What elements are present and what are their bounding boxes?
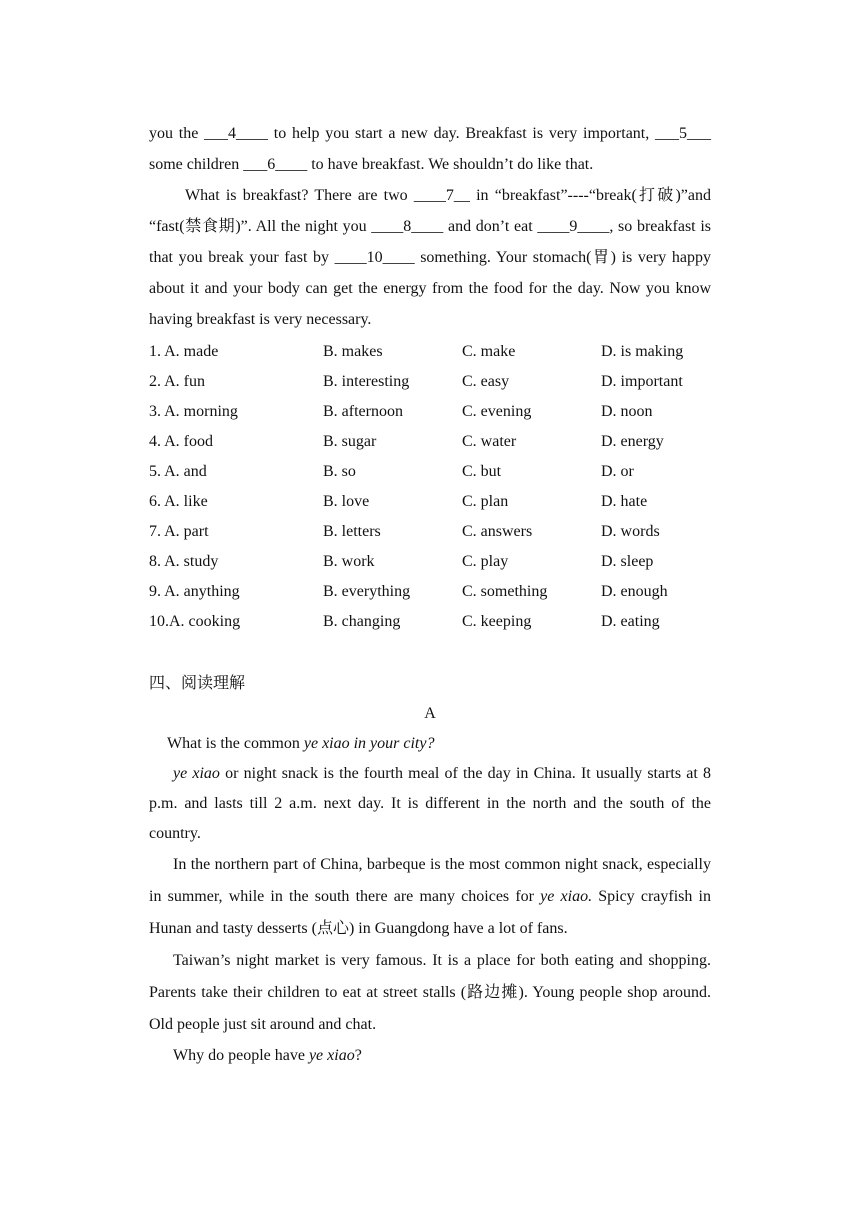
option-row [149, 577, 711, 607]
option-c: C. something [462, 583, 548, 600]
option-row [149, 487, 711, 517]
option-b: B. so [323, 463, 356, 480]
reading-paragraph-1: ye xiao or night snack is the fourth meal of the day in China. It usually starts at 8 p.m. and lasts till 2 a.m. next day. It is different in the north and the south of the country. [149, 765, 712, 842]
passage-label: A [424, 705, 436, 722]
option-d: D. eating [601, 613, 660, 630]
option-c: C. evening [462, 403, 532, 420]
option-c: C. play [462, 553, 509, 570]
option-b: B. changing [323, 613, 401, 630]
option-a: 8. A. study [149, 553, 219, 570]
option-b: B. work [323, 553, 375, 570]
option-c: C. but [462, 463, 502, 480]
option-d: D. hate [601, 493, 648, 510]
option-a: 4. A. food [149, 433, 213, 450]
option-d: D. noon [601, 403, 653, 420]
option-a: 2. A. fun [149, 373, 205, 390]
option-d: D. sleep [601, 553, 654, 570]
option-c: C. water [462, 433, 517, 450]
document-page [149, 118, 711, 1071]
option-d: D. or [601, 463, 634, 480]
reading-paragraph-3: Taiwan’s night market is very famous. It is a place for both eating and shopping. Parents take their children to eat at street stalls (路边摊). Young people shop around. Old people just sit around and chat. [149, 952, 711, 1033]
option-row [149, 427, 711, 457]
option-b: B. interesting [323, 373, 410, 390]
option-a: 1. A. made [149, 343, 219, 360]
option-a: 10.A. cooking [149, 613, 241, 630]
option-b: B. afternoon [323, 403, 403, 420]
option-d: D. enough [601, 583, 668, 600]
option-a: 7. A. part [149, 523, 209, 540]
option-row [149, 547, 711, 577]
option-d: D. words [601, 523, 660, 540]
option-b: B. everything [323, 583, 411, 600]
option-c: C. keeping [462, 613, 532, 630]
reading-paragraph-2: In the northern part of China, barbeque is the most common night snack, especially in summer, while in the south there are many choices for ye xiao. Spicy crayfish in Hunan and tasty desserts (点心) in Guangdong have a lot of fans. [149, 856, 711, 937]
option-row [149, 367, 711, 397]
option-d: D. important [601, 373, 683, 390]
option-row [149, 517, 711, 547]
option-row [149, 337, 711, 367]
option-b: B. makes [323, 343, 383, 360]
option-row [149, 457, 711, 487]
option-a: 5. A. and [149, 463, 207, 480]
option-row [149, 397, 711, 427]
cloze-paragraph-2: What is breakfast? There are two ____7__ in “breakfast”----“break(打破)”and “fast(禁食期)”. All the night you ____8____ and don’t eat ____9____, so breakfast is that you break your fast by ____10____ something. Your stomach(胃) is very happy about it and your body can get the energy from the food for the day. Now you know having breakfast is very necessary. [149, 187, 711, 328]
option-b: B. letters [323, 523, 381, 540]
option-a: 3. A. morning [149, 403, 238, 420]
option-a: 9. A. anything [149, 583, 240, 600]
option-row [149, 607, 711, 637]
reading-question-2: Why do people have ye xiao? [173, 1047, 362, 1064]
option-c: C. easy [462, 373, 510, 390]
option-d: D. energy [601, 433, 664, 450]
option-c: C. make [462, 343, 516, 360]
section-title: 四、阅读理解 [149, 675, 246, 692]
option-a: 6. A. like [149, 493, 208, 510]
options-table [149, 337, 711, 637]
option-b: B. love [323, 493, 370, 510]
option-b: B. sugar [323, 433, 377, 450]
option-c: C. plan [462, 493, 509, 510]
option-d: D. is making [601, 343, 684, 360]
reading-question-heading: What is the common ye xiao in your city? [167, 735, 435, 752]
cloze-paragraph-1: you the ___4____ to help you start a new day. Breakfast is very important, ___5___ some children ___6____ to have breakfast. We shouldn’t do like that. [149, 125, 711, 173]
option-c: C. answers [462, 523, 533, 540]
